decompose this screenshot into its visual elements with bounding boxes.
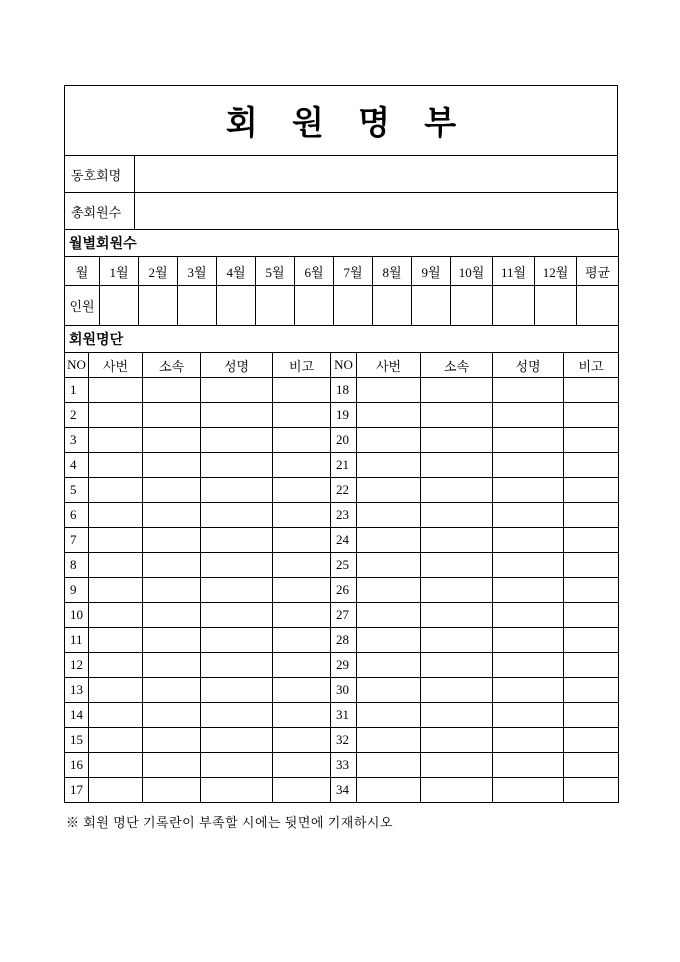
member-empty-cell: [421, 478, 493, 503]
member-empty-cell: [273, 628, 331, 653]
member-empty-cell: [357, 403, 421, 428]
member-empty-cell: [421, 653, 493, 678]
member-empty-cell: [273, 728, 331, 753]
member-empty-cell: [493, 753, 564, 778]
member-empty-cell: [493, 778, 564, 803]
member-empty-cell: [89, 403, 143, 428]
member-empty-cell: [564, 403, 619, 428]
member-empty-cell: [89, 603, 143, 628]
member-no-cell: 33: [331, 753, 357, 778]
member-row: [65, 503, 619, 528]
member-empty-cell: [89, 428, 143, 453]
member-empty-cell: [89, 728, 143, 753]
member-empty-cell: [357, 728, 421, 753]
member-empty-cell: [493, 603, 564, 628]
member-header-row: [65, 353, 619, 378]
monthly-count-cell: [139, 286, 178, 326]
member-no-cell: 1: [65, 378, 89, 403]
member-empty-cell: [201, 478, 273, 503]
member-empty-cell: [493, 428, 564, 453]
member-empty-cell: [357, 678, 421, 703]
member-no-cell: 7: [65, 528, 89, 553]
member-row: [65, 378, 619, 403]
member-row: [65, 703, 619, 728]
member-no-cell: 10: [65, 603, 89, 628]
member-empty-cell: [564, 528, 619, 553]
member-empty-cell: [564, 628, 619, 653]
member-empty-cell: [273, 703, 331, 728]
member-empty-cell: [357, 653, 421, 678]
member-empty-cell: [143, 378, 201, 403]
member-empty-cell: [493, 378, 564, 403]
member-empty-cell: [143, 628, 201, 653]
member-empty-cell: [564, 478, 619, 503]
member-empty-cell: [357, 503, 421, 528]
member-no-cell: 8: [65, 553, 89, 578]
member-empty-cell: [143, 503, 201, 528]
member-no-cell: 12: [65, 653, 89, 678]
member-empty-cell: [201, 728, 273, 753]
member-empty-cell: [421, 428, 493, 453]
member-empty-cell: [357, 378, 421, 403]
member-empty-cell: [493, 553, 564, 578]
member-no-cell: 17: [65, 778, 89, 803]
member-column-header: 소속: [421, 353, 493, 378]
member-empty-cell: [201, 603, 273, 628]
month-column-header: 8월: [373, 257, 412, 286]
member-empty-cell: [143, 578, 201, 603]
member-empty-cell: [273, 653, 331, 678]
monthly-row-label: 인원: [65, 286, 100, 326]
member-no-cell: 31: [331, 703, 357, 728]
member-empty-cell: [273, 778, 331, 803]
member-empty-cell: [357, 453, 421, 478]
footnote: ※ 회원 명단 기록란이 부족할 시에는 뒷면에 기재하시오: [66, 815, 394, 830]
member-no-cell: 27: [331, 603, 357, 628]
member-row: [65, 578, 619, 603]
member-no-cell: 20: [331, 428, 357, 453]
member-row: [65, 628, 619, 653]
monthly-section-heading-row: [65, 230, 619, 257]
member-empty-cell: [421, 403, 493, 428]
member-empty-cell: [493, 503, 564, 528]
member-empty-cell: [201, 778, 273, 803]
member-empty-cell: [201, 753, 273, 778]
member-no-cell: 6: [65, 503, 89, 528]
member-empty-cell: [564, 653, 619, 678]
member-empty-cell: [564, 378, 619, 403]
member-row: [65, 478, 619, 503]
member-empty-cell: [89, 703, 143, 728]
member-no-cell: 28: [331, 628, 357, 653]
member-empty-cell: [143, 403, 201, 428]
member-row: [65, 453, 619, 478]
member-empty-cell: [421, 528, 493, 553]
member-empty-cell: [89, 678, 143, 703]
total-members-row: [65, 193, 618, 230]
member-empty-cell: [89, 528, 143, 553]
total-members-label: 총회원수: [65, 193, 135, 230]
member-empty-cell: [357, 553, 421, 578]
member-no-cell: 26: [331, 578, 357, 603]
club-name-row: [65, 156, 618, 193]
member-empty-cell: [357, 478, 421, 503]
member-empty-cell: [357, 428, 421, 453]
month-header-row: [65, 257, 619, 286]
member-column-header: NO: [331, 353, 357, 378]
monthly-count-cell: [178, 286, 217, 326]
member-empty-cell: [143, 553, 201, 578]
member-no-cell: 24: [331, 528, 357, 553]
member-empty-cell: [89, 653, 143, 678]
monthly-table: [64, 229, 619, 326]
member-row: [65, 653, 619, 678]
member-empty-cell: [493, 628, 564, 653]
member-no-cell: 22: [331, 478, 357, 503]
month-column-header: 10월: [451, 257, 493, 286]
member-empty-cell: [273, 553, 331, 578]
member-empty-cell: [357, 578, 421, 603]
member-empty-cell: [421, 778, 493, 803]
member-empty-cell: [421, 378, 493, 403]
member-empty-cell: [357, 528, 421, 553]
member-no-cell: 23: [331, 503, 357, 528]
member-empty-cell: [493, 578, 564, 603]
member-row: [65, 603, 619, 628]
member-empty-cell: [564, 753, 619, 778]
monthly-count-cell: [373, 286, 412, 326]
member-empty-cell: [143, 528, 201, 553]
member-column-header: 성명: [493, 353, 564, 378]
member-empty-cell: [357, 628, 421, 653]
member-empty-cell: [201, 403, 273, 428]
monthly-count-cell: [412, 286, 451, 326]
member-empty-cell: [89, 578, 143, 603]
member-empty-cell: [143, 753, 201, 778]
member-empty-cell: [201, 628, 273, 653]
member-empty-cell: [143, 453, 201, 478]
monthly-count-cell: [451, 286, 493, 326]
member-empty-cell: [421, 703, 493, 728]
member-no-cell: 15: [65, 728, 89, 753]
monthly-count-cell: [100, 286, 139, 326]
member-no-cell: 30: [331, 678, 357, 703]
member-no-cell: 5: [65, 478, 89, 503]
monthly-count-cell: [535, 286, 577, 326]
member-empty-cell: [564, 553, 619, 578]
page-title: 회 원 명 부: [65, 86, 618, 156]
member-empty-cell: [201, 528, 273, 553]
member-empty-cell: [493, 678, 564, 703]
member-empty-cell: [357, 603, 421, 628]
member-no-cell: 2: [65, 403, 89, 428]
club-name-value: [135, 156, 618, 193]
member-empty-cell: [89, 503, 143, 528]
member-no-cell: 13: [65, 678, 89, 703]
member-empty-cell: [89, 778, 143, 803]
member-empty-cell: [564, 453, 619, 478]
member-empty-cell: [421, 678, 493, 703]
member-column-header: 소속: [143, 353, 201, 378]
member-empty-cell: [493, 528, 564, 553]
monthly-count-cell: [256, 286, 295, 326]
member-empty-cell: [273, 603, 331, 628]
member-no-cell: 32: [331, 728, 357, 753]
member-empty-cell: [564, 578, 619, 603]
member-empty-cell: [564, 428, 619, 453]
member-empty-cell: [564, 703, 619, 728]
member-empty-cell: [89, 753, 143, 778]
member-empty-cell: [89, 453, 143, 478]
member-no-cell: 14: [65, 703, 89, 728]
member-column-header: 사번: [89, 353, 143, 378]
member-empty-cell: [564, 603, 619, 628]
member-row: [65, 553, 619, 578]
monthly-count-cell: [217, 286, 256, 326]
member-empty-cell: [273, 378, 331, 403]
title-row: [65, 86, 618, 156]
member-empty-cell: [357, 703, 421, 728]
member-row: [65, 528, 619, 553]
month-column-header: 2월: [139, 257, 178, 286]
member-empty-cell: [201, 378, 273, 403]
month-column-header: 월: [65, 257, 100, 286]
member-no-cell: 11: [65, 628, 89, 653]
member-empty-cell: [421, 728, 493, 753]
member-empty-cell: [493, 403, 564, 428]
member-row: [65, 728, 619, 753]
member-empty-cell: [143, 653, 201, 678]
month-column-header: 평균: [577, 257, 619, 286]
member-empty-cell: [493, 478, 564, 503]
member-empty-cell: [421, 578, 493, 603]
member-empty-cell: [273, 753, 331, 778]
member-no-cell: 19: [331, 403, 357, 428]
member-empty-cell: [493, 653, 564, 678]
member-section-heading-row: [65, 326, 619, 353]
member-empty-cell: [273, 678, 331, 703]
member-empty-cell: [143, 728, 201, 753]
member-empty-cell: [421, 628, 493, 653]
month-column-header: 7월: [334, 257, 373, 286]
member-empty-cell: [201, 578, 273, 603]
member-empty-cell: [421, 753, 493, 778]
member-empty-cell: [201, 678, 273, 703]
total-members-value: [135, 193, 618, 230]
member-no-cell: 4: [65, 453, 89, 478]
member-row: [65, 428, 619, 453]
member-empty-cell: [143, 703, 201, 728]
member-empty-cell: [273, 503, 331, 528]
member-empty-cell: [201, 703, 273, 728]
member-empty-cell: [273, 478, 331, 503]
club-name-label: 동호회명: [65, 156, 135, 193]
member-empty-cell: [564, 728, 619, 753]
month-column-header: 3월: [178, 257, 217, 286]
month-column-header: 1월: [100, 257, 139, 286]
member-empty-cell: [143, 603, 201, 628]
member-empty-cell: [273, 403, 331, 428]
member-column-header: 비고: [564, 353, 619, 378]
monthly-section-heading: 월별회원수: [65, 230, 619, 257]
member-table: [64, 325, 619, 803]
member-no-cell: 34: [331, 778, 357, 803]
member-empty-cell: [89, 478, 143, 503]
member-empty-cell: [357, 753, 421, 778]
member-row: [65, 753, 619, 778]
member-column-header: 사번: [357, 353, 421, 378]
member-no-cell: 16: [65, 753, 89, 778]
member-column-header: 성명: [201, 353, 273, 378]
member-empty-cell: [89, 378, 143, 403]
month-column-header: 6월: [295, 257, 334, 286]
member-section-heading: 회원명단: [65, 326, 619, 353]
member-empty-cell: [273, 578, 331, 603]
member-empty-cell: [357, 778, 421, 803]
member-empty-cell: [421, 503, 493, 528]
member-empty-cell: [201, 553, 273, 578]
member-no-cell: 29: [331, 653, 357, 678]
member-empty-cell: [201, 653, 273, 678]
member-empty-cell: [421, 603, 493, 628]
member-empty-cell: [89, 628, 143, 653]
member-empty-cell: [564, 678, 619, 703]
title-info-table: [64, 85, 618, 230]
member-empty-cell: [143, 478, 201, 503]
member-empty-cell: [493, 728, 564, 753]
member-column-header: 비고: [273, 353, 331, 378]
month-column-header: 11월: [493, 257, 535, 286]
member-no-cell: 9: [65, 578, 89, 603]
month-column-header: 12월: [535, 257, 577, 286]
member-no-cell: 3: [65, 428, 89, 453]
monthly-count-cell: [295, 286, 334, 326]
member-no-cell: 25: [331, 553, 357, 578]
member-empty-cell: [273, 528, 331, 553]
member-no-cell: 18: [331, 378, 357, 403]
member-empty-cell: [421, 553, 493, 578]
member-empty-cell: [273, 428, 331, 453]
month-column-header: 4월: [217, 257, 256, 286]
monthly-count-cell: [493, 286, 535, 326]
member-empty-cell: [273, 453, 331, 478]
member-empty-cell: [493, 703, 564, 728]
month-column-header: 9월: [412, 257, 451, 286]
member-column-header: NO: [65, 353, 89, 378]
monthly-count-row: [65, 286, 619, 326]
member-empty-cell: [201, 428, 273, 453]
member-empty-cell: [143, 678, 201, 703]
member-row: [65, 403, 619, 428]
member-empty-cell: [89, 553, 143, 578]
month-column-header: 5월: [256, 257, 295, 286]
member-row: [65, 778, 619, 803]
member-empty-cell: [421, 453, 493, 478]
member-empty-cell: [201, 453, 273, 478]
member-table-body: [65, 378, 619, 803]
member-empty-cell: [143, 428, 201, 453]
member-empty-cell: [143, 778, 201, 803]
member-empty-cell: [201, 503, 273, 528]
member-row: [65, 678, 619, 703]
member-empty-cell: [564, 778, 619, 803]
monthly-count-cell: [577, 286, 619, 326]
member-empty-cell: [564, 503, 619, 528]
member-empty-cell: [493, 453, 564, 478]
monthly-count-cell: [334, 286, 373, 326]
member-roster-form: [64, 85, 618, 831]
member-no-cell: 21: [331, 453, 357, 478]
